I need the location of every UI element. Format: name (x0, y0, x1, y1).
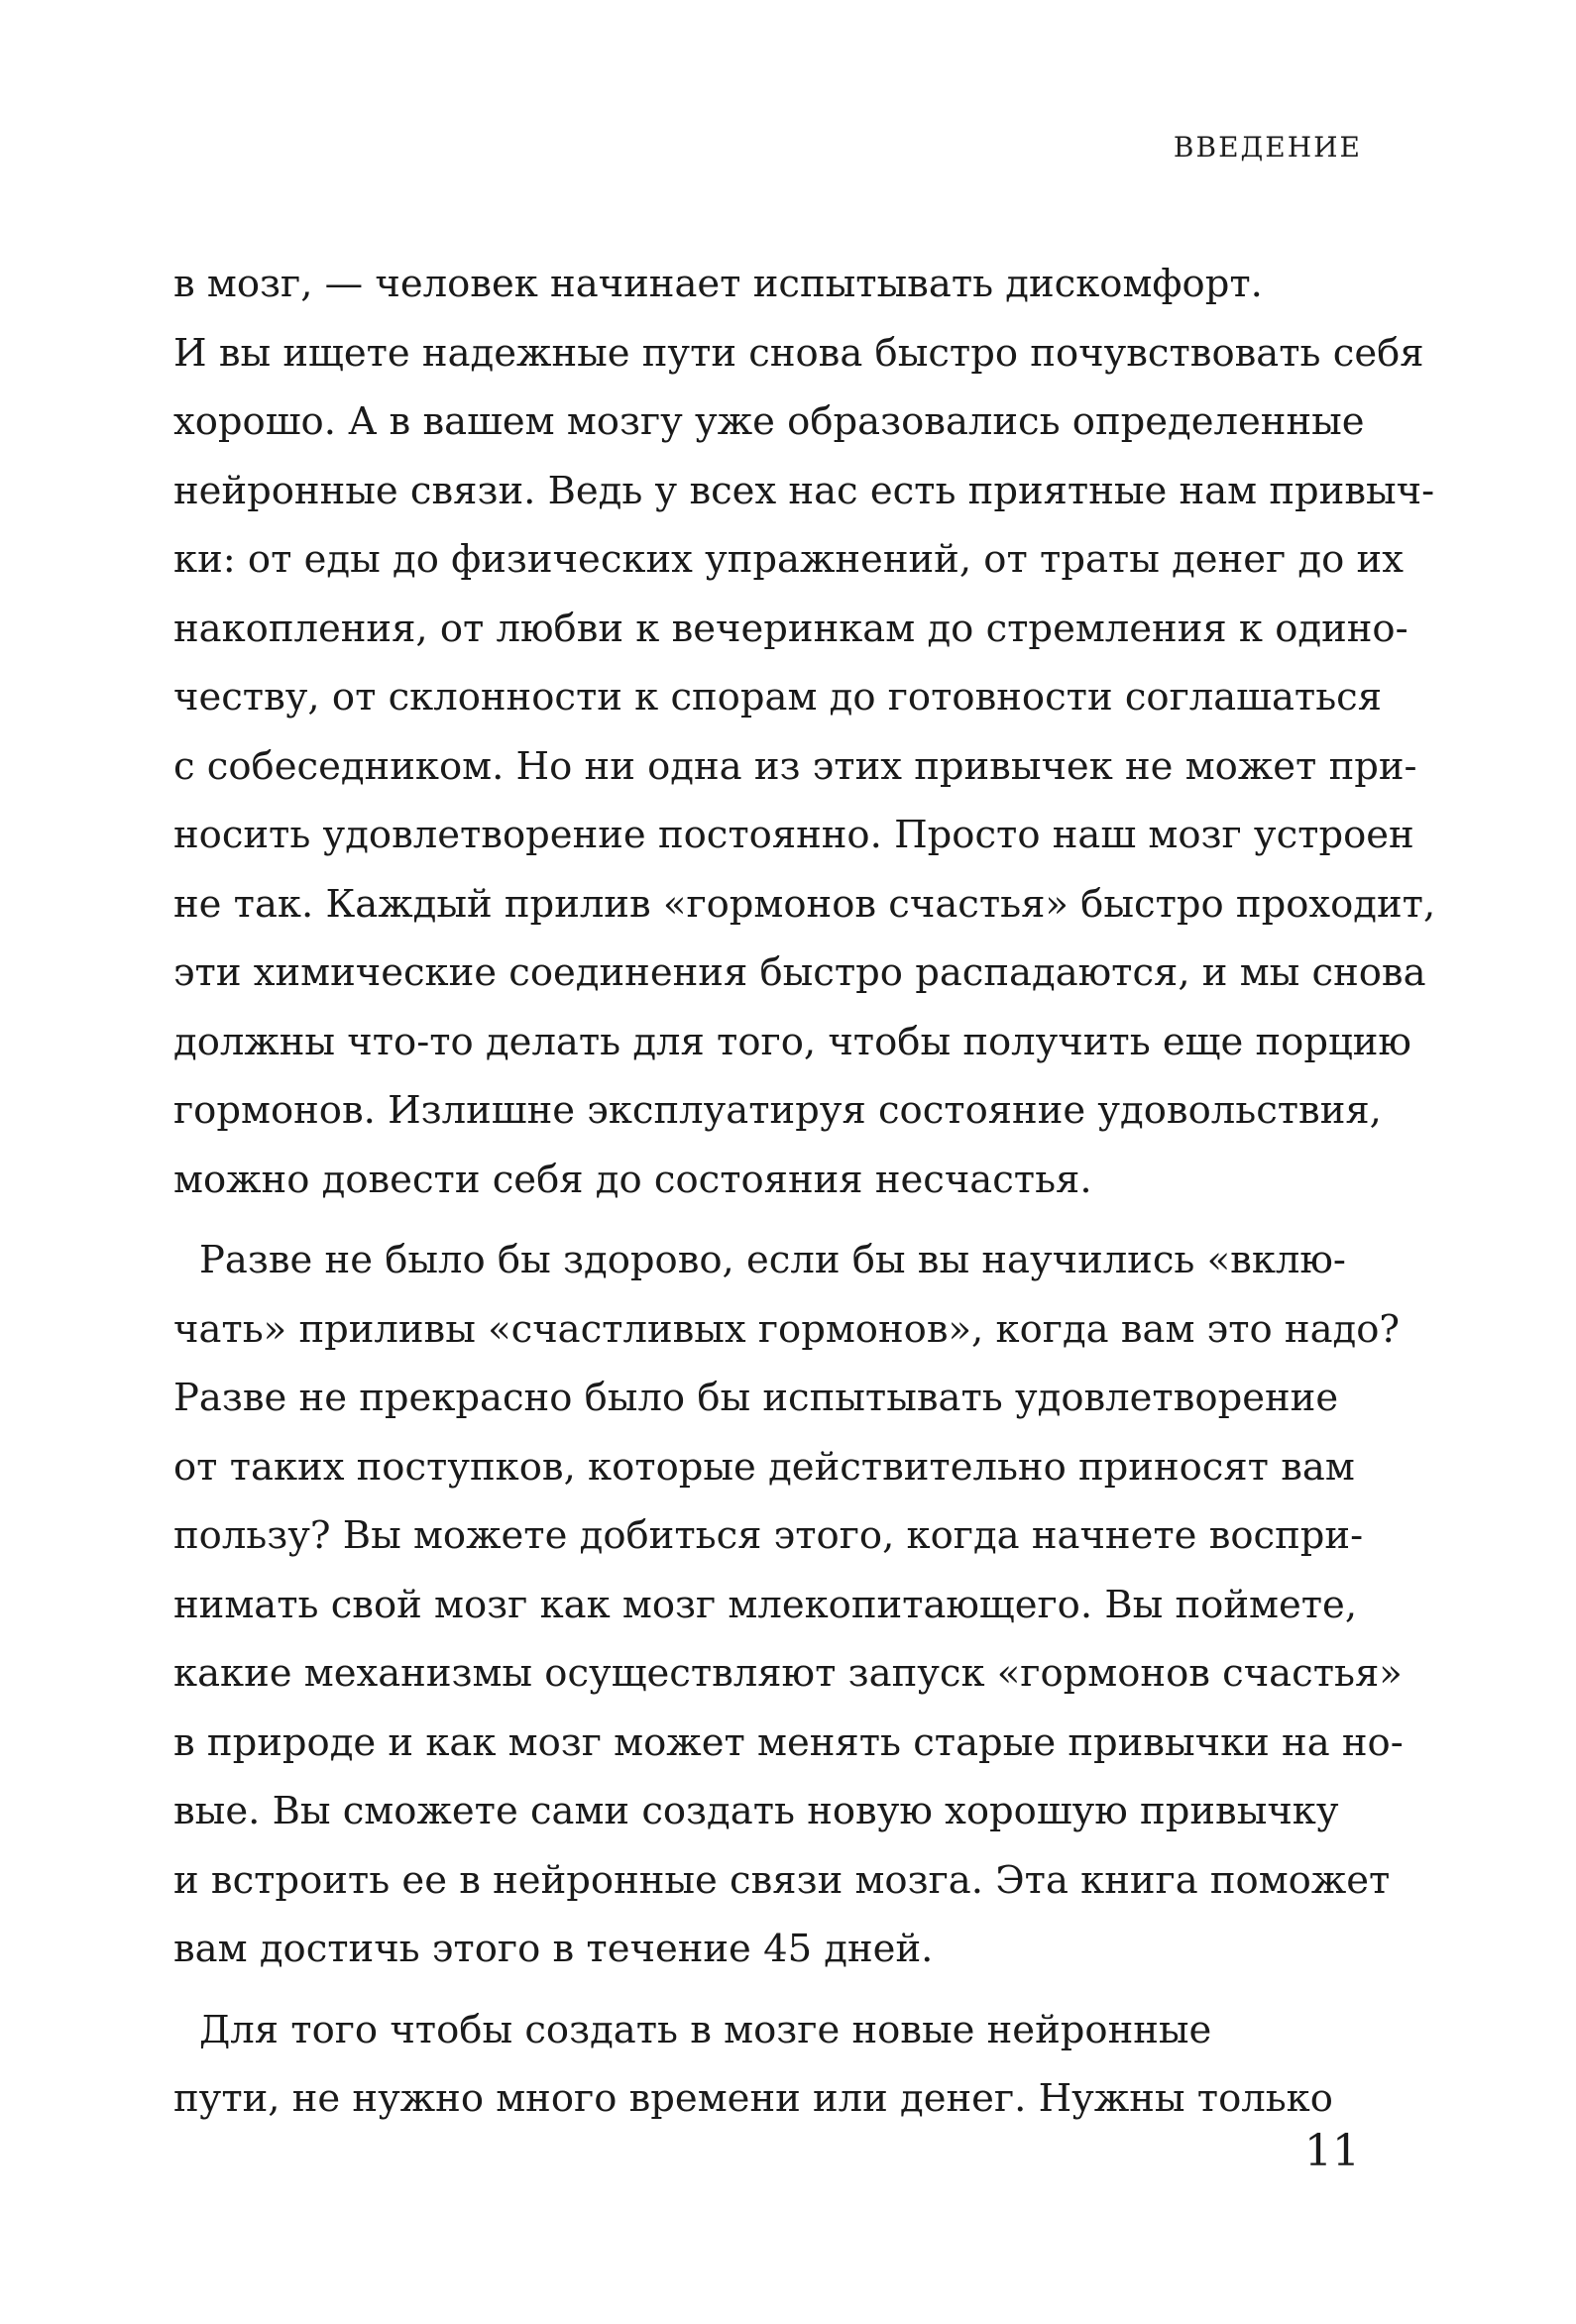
text-line: от таких поступков, которые действительно приносят вам (173, 1444, 1355, 1490)
text-line: должны что-то делать для того, чтобы получить еще порцию (173, 1019, 1411, 1064)
text-line: вые. Вы сможете сами создать новую хорошую привычку (173, 1789, 1339, 1833)
text-line: и встроить ее в нейронные связи мозга. Эта книга поможет (173, 1857, 1391, 1903)
text-line: какие механизмы осуществляют запуск «гормонов счастья» (173, 1651, 1403, 1696)
body-text (173, 250, 1436, 2134)
text-line: нейронные связи. Ведь у всех нас есть приятные нам привыч- (173, 468, 1435, 513)
text-line: вам достичь этого в течение 45 дней. (173, 1927, 934, 1971)
page-number: 11 (1304, 2126, 1360, 2176)
text-line: в природе и как мозг может менять старые привычки на но- (173, 1719, 1404, 1765)
text-line: в мозг, — человек начинает испытывать дискомфорт. (173, 262, 1263, 306)
text-line: нимать свой мозг как мозг млекопитающего. Вы поймете, (173, 1582, 1358, 1627)
text-line: накопления, от любви к вечеринкам до стремления к одино- (173, 606, 1408, 651)
paragraph-1 (173, 250, 1436, 1214)
text-line: носить удовлетворение постоянно. Просто наш мозг устроен (173, 813, 1414, 857)
text-line: пользу? Вы можете добиться этого, когда начнете воспри- (173, 1513, 1364, 1558)
text-line: хорошо. А в вашем мозгу уже образовались определенные (173, 399, 1365, 444)
text-line: гормонов. Излишне эксплуатируя состояние удовольствия, (173, 1088, 1382, 1133)
text-line: с собеседником. Но ни одна из этих привычек не может при- (173, 743, 1417, 789)
text-line: ки: от еды до физических упражнений, от траты денег до их (173, 537, 1404, 582)
running-head: ВВЕДЕНИЕ (1173, 131, 1362, 164)
paragraph-3 (173, 1996, 1363, 2134)
paragraph-2 (173, 1226, 1404, 1984)
text-line: можно довести себя до состояния несчастья. (173, 1157, 1092, 1202)
text-line: Разве не прекрасно было бы испытывать удовлетворение (173, 1376, 1339, 1420)
text-line: Разве не было бы здорово, если бы вы научились «вклю- (199, 1238, 1346, 1282)
text-line: И вы ищете надежные пути снова быстро почувствовать себя (173, 330, 1424, 376)
text-line: чать» приливы «счастливых гормонов», когда вам это надо? (173, 1306, 1401, 1352)
text-line: эти химические соединения быстро распадаются, и мы снова (173, 950, 1426, 995)
text-line: Для того чтобы создать в мозге новые нейронные (199, 2007, 1212, 2052)
text-line: не так. Каждый прилив «гормонов счастья» быстро проходит, (173, 881, 1436, 927)
text-line: пути, не нужно много времени или денег. Нужны только (173, 2076, 1333, 2121)
text-line: честву, от склонности к спорам до готовности соглашаться (173, 675, 1383, 719)
